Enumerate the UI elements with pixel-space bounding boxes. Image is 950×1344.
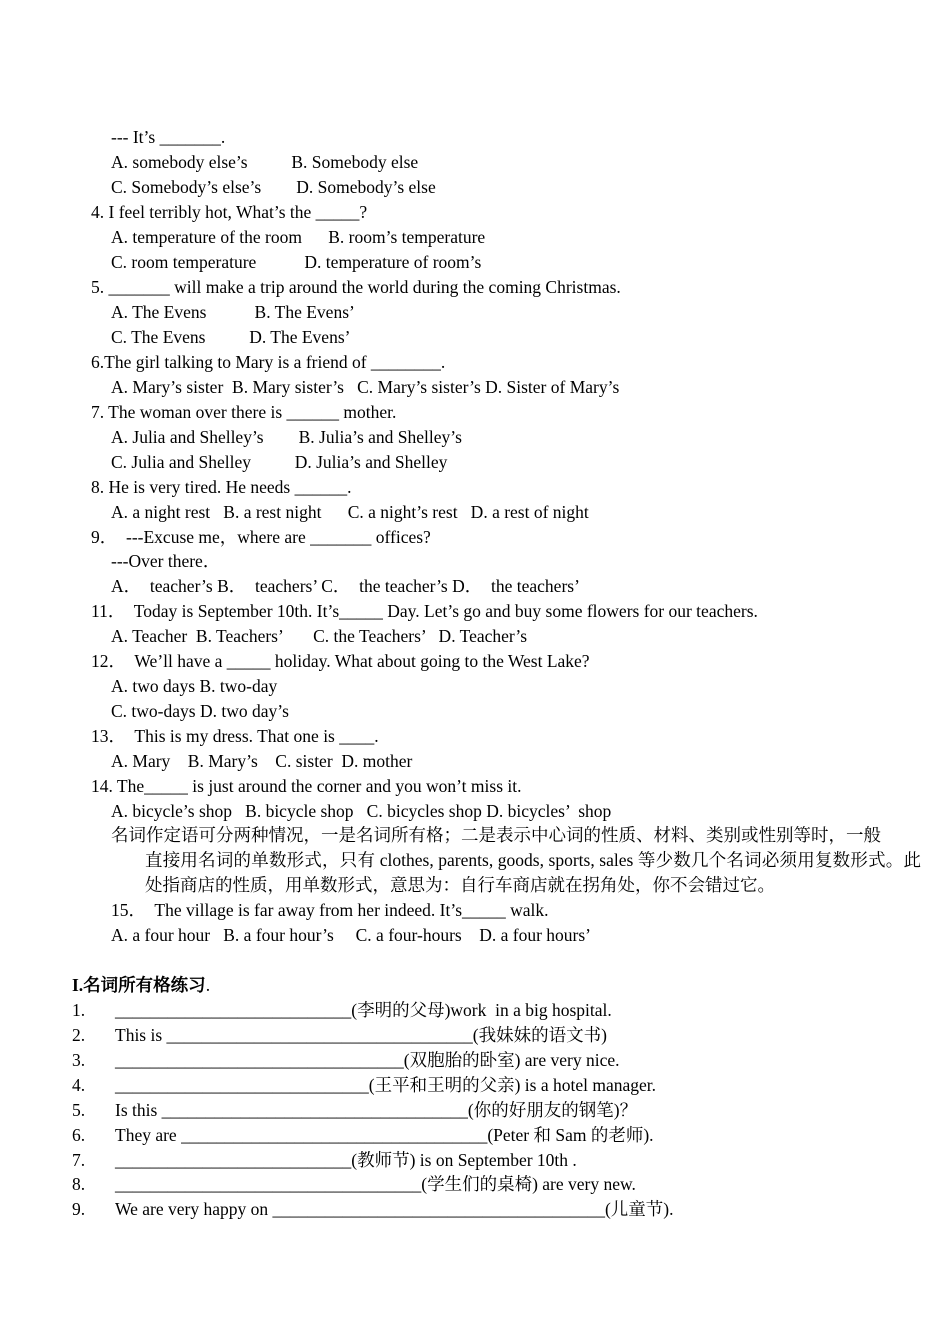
exercise-line: A. Mary’s sister B. Mary sister’s C. Mary’s sister’s D. Sister of Mary’s xyxy=(111,377,620,397)
section-title-text: I.名词所有格练习 xyxy=(72,975,206,995)
practice-item-number: 5. xyxy=(72,1100,86,1120)
explanation-rest: 直接用名词的单数形式，只有 clothes, parents, goods, sports, sales 等少数几个名词必须用复数形式。此处指商店的性质，用单数形式，意思为：自行车商店就在拐角处，你不会错过它。 xyxy=(145,850,921,895)
exercise-line: 15． The village is far away from her indeed. It’s_____ walk. xyxy=(111,900,549,920)
exercise-line: A. bicycle’s shop B. bicycle shop C. bicycles shop D. bicycles’ shop xyxy=(111,801,612,821)
exercise-line: ---Over there． xyxy=(111,551,221,571)
explanation-paragraph xyxy=(111,823,921,898)
practice-item-text: This is ___________________________________(我妹妹的语文书) xyxy=(115,1025,607,1045)
exercise-line: 8. He is very tired. He needs ______. xyxy=(91,477,352,497)
practice-item-number: 7. xyxy=(72,1150,86,1170)
exercise-line: A. temperature of the room B. room’s temperature xyxy=(111,227,486,247)
exercise-line: 9． ---Excuse me，where are _______ offices? xyxy=(91,527,431,547)
exercise-line: A. somebody else’s B. Somebody else xyxy=(111,152,419,172)
practice-item-number: 9. xyxy=(72,1199,86,1219)
exercise-line: 7. The woman over there is ______ mother. xyxy=(91,402,397,422)
practice-item-text: Is this ___________________________________(你的好朋友的钢笔)？ xyxy=(115,1100,638,1120)
practice-item-text: _________________________________(双胞胎的卧室) are very nice. xyxy=(115,1050,620,1070)
exercise-line: C. two-days D. two day’s xyxy=(111,701,289,721)
exercise-line: --- It’s _______. xyxy=(111,127,226,147)
section-title-suffix: . xyxy=(205,975,211,995)
practice-item-text: _____________________________(王平和王明的父亲) is a hotel manager. xyxy=(115,1075,656,1095)
practice-item-number: 4. xyxy=(72,1075,86,1095)
exercise-line: 11． Today is September 10th. It’s_____ Day. Let’s go and buy some flowers for our teachers. xyxy=(91,601,758,621)
exercise-line: 13． This is my dress. That one is ____. xyxy=(91,726,379,746)
practice-item-number: 3. xyxy=(72,1050,86,1070)
exercise-line: A. a night rest B. a rest night C. a night’s rest D. a rest of night xyxy=(111,502,589,522)
exercise-line: A. two days B. two-day xyxy=(111,676,278,696)
practice-item-number: 6. xyxy=(72,1125,86,1145)
exercise-line: A. Teacher B. Teachers’ C. the Teachers’ D. Teacher’s xyxy=(111,626,528,646)
exercise-line: 6.The girl talking to Mary is a friend of ________. xyxy=(91,352,446,372)
explanation-first-line: 名词作定语可分两种情况，一是名词所有格；二是表示中心词的性质、材料、类别或性别等时，一般 xyxy=(111,825,881,845)
exercise-line: A． teacher’s B． teachers’ C． the teacher’s D． the teachers’ xyxy=(111,576,580,596)
practice-item-number: 8. xyxy=(72,1174,86,1194)
practice-item-text: We are very happy on ______________________________________(儿童节). xyxy=(115,1199,674,1219)
exercise-line: A. Julia and Shelley’s B. Julia’s and Shelley’s xyxy=(111,427,462,447)
section-title xyxy=(72,973,210,997)
exercise-line: A. The Evens B. The Evens’ xyxy=(111,302,355,322)
exercise-line: A. Mary B. Mary’s C. sister D. mother xyxy=(111,751,413,771)
exercise-line: 4. I feel terribly hot, What’s the _____? xyxy=(91,202,368,222)
exercise-line: A. a four hour B. a four hour’s C. a four-hours D. a four hours’ xyxy=(111,925,591,945)
practice-item-number: 1. xyxy=(72,1000,86,1020)
exercise-line: 14. The_____ is just around the corner and you won’t miss it. xyxy=(91,776,522,796)
practice-item-number: 2. xyxy=(72,1025,86,1045)
exercise-line: C. Julia and Shelley D. Julia’s and Shelley xyxy=(111,452,448,472)
exercise-line: C. room temperature D. temperature of room’s xyxy=(111,252,482,272)
practice-item-text: ___________________________(教师节) is on September 10th . xyxy=(115,1150,577,1170)
exercise-line: C. Somebody’s else’s D. Somebody’s else xyxy=(111,177,436,197)
exercise-line: 12． We’ll have a _____ holiday. What about going to the West Lake? xyxy=(91,651,590,671)
exercise-line: C. The Evens D. The Evens’ xyxy=(111,327,351,347)
exercise-line: 5. _______ will make a trip around the world during the coming Christmas. xyxy=(91,277,621,297)
practice-item-text: They are ___________________________________(Peter 和 Sam 的老师). xyxy=(115,1125,654,1145)
practice-item-text: ___________________________(李明的父母)work in a big hospital. xyxy=(115,1000,612,1020)
practice-item-text: ___________________________________(学生们的桌椅) are very new. xyxy=(115,1174,636,1194)
